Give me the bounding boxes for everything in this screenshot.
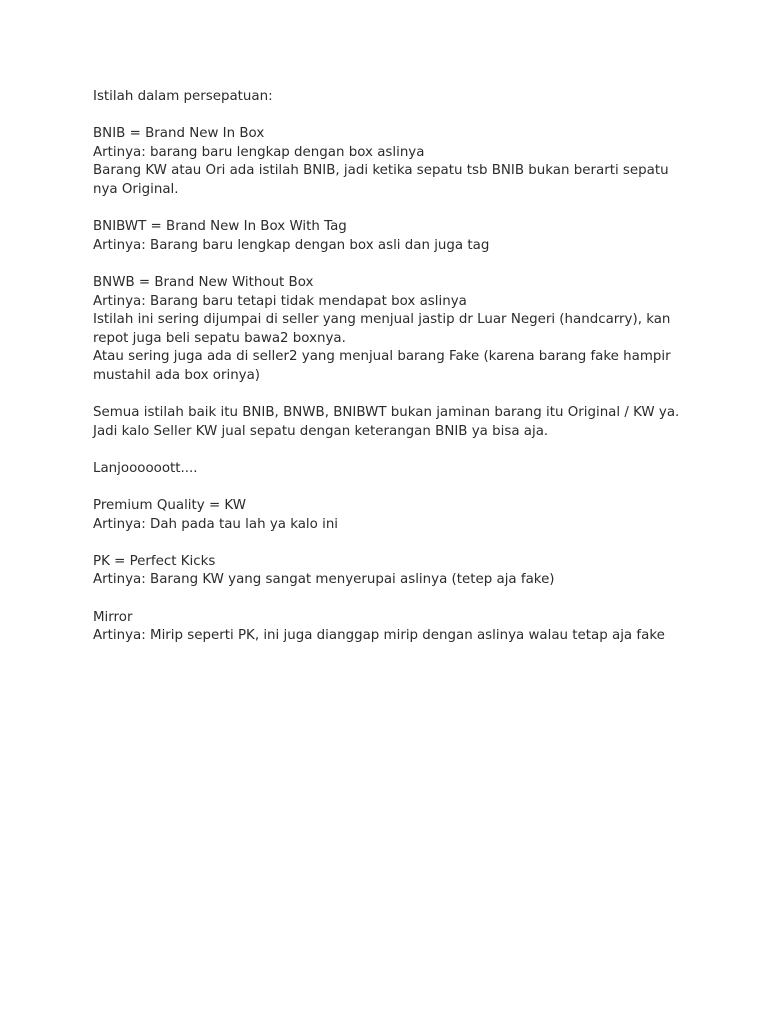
term-mirror-meaning: Artinya: Mirip seperti PK, ini juga dianggap mirip dengan aslinya walau tetap aja fake bbox=[93, 628, 665, 644]
blank-line bbox=[93, 255, 713, 274]
summary-line-1: Semua istilah baik itu BNIB, BNWB, BNIBWT bukan jaminan barang itu Original / KW ya. bbox=[93, 405, 680, 421]
term-bnibwt-meaning: Artinya: Barang baru lengkap dengan box asli dan juga tag bbox=[93, 237, 490, 253]
term-bnwb-definition: BNWB = Brand New Without Box bbox=[93, 274, 314, 290]
term-bnwb-note-line-3: Atau sering juga ada di seller2 yang menjual barang Fake (karena barang fake hampir bbox=[93, 349, 671, 365]
document-heading: Istilah dalam persepatuan: bbox=[93, 89, 273, 104]
term-premium-quality-meaning: Artinya: Dah pada tau lah ya kalo ini bbox=[93, 516, 339, 532]
summary-line-2: Jadi kalo Seller KW jual sepatu dengan keterangan BNIB ya bisa aja. bbox=[93, 423, 549, 439]
term-bnibwt-definition: BNIBWT = Brand New In Box With Tag bbox=[93, 219, 347, 235]
term-premium-quality-definition: Premium Quality = KW bbox=[93, 498, 246, 514]
blank-line bbox=[93, 478, 713, 497]
blank-line bbox=[93, 441, 713, 460]
blank-line bbox=[93, 534, 713, 553]
blank-line bbox=[93, 107, 713, 126]
term-bnib-meaning: Artinya: barang baru lengkap dengan box aslinya bbox=[93, 144, 425, 160]
term-pk-meaning: Artinya: Barang KW yang sangat menyerupai aslinya (tetep aja fake) bbox=[93, 572, 555, 588]
term-bnib-note-line-2: nya Original. bbox=[93, 181, 179, 197]
term-pk-definition: PK = Perfect Kicks bbox=[93, 553, 216, 569]
term-mirror-definition: Mirror bbox=[93, 609, 133, 625]
term-bnwb-note-line-1: Istilah ini sering dijumpai di seller yang menjual jastip dr Luar Negeri (handcarry), kan bbox=[93, 312, 671, 328]
term-bnwb-note-line-4: mustahil ada box orinya) bbox=[93, 367, 261, 383]
term-bnib-note-line-1: Barang KW atau Ori ada istilah BNIB, jadi ketika sepatu tsb BNIB bukan berarti sepatu bbox=[93, 163, 669, 179]
term-bnwb-meaning: Artinya: Barang baru tetapi tidak mendapat box aslinya bbox=[93, 293, 467, 309]
blank-line bbox=[93, 590, 713, 609]
term-bnwb-note-line-2: repot juga beli sepatu bawa2 boxnya. bbox=[93, 330, 346, 346]
blank-line bbox=[93, 386, 713, 405]
term-bnib-definition: BNIB = Brand New In Box bbox=[93, 126, 265, 142]
continuation-line: Lanjoooooott.... bbox=[93, 460, 198, 476]
document-body bbox=[93, 88, 713, 646]
blank-line bbox=[93, 200, 713, 219]
